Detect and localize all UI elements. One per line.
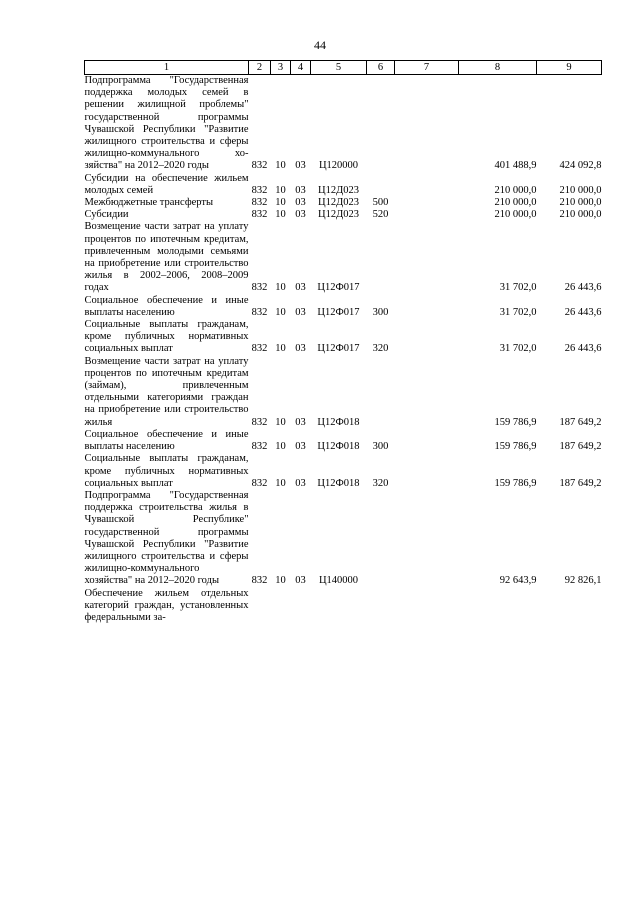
row-section: 10: [275, 343, 286, 355]
row-target-article: Ц12Ф018: [317, 477, 360, 489]
header-col-2: 2: [249, 61, 271, 75]
row-value-col8: 210 000,0: [494, 197, 537, 209]
row-subsection: 03: [295, 197, 306, 209]
row-value-col9: 210 000,0: [559, 197, 602, 209]
header-col-9: 9: [537, 61, 602, 75]
row-grbs: 832: [251, 184, 268, 196]
row-target-article: Ц12Ф017: [317, 306, 360, 318]
row-subsection: 03: [295, 209, 306, 221]
row-value-col8: 31 702,0: [499, 282, 537, 294]
row-section: 10: [275, 306, 286, 318]
row-value-col9: 187 649,2: [559, 416, 602, 428]
row-subsection: 03: [295, 160, 306, 172]
row-expense-type: 320: [372, 343, 389, 355]
row-subsection: 03: [295, 575, 306, 587]
row-col7: [395, 490, 459, 588]
row-expense-type: [367, 356, 395, 429]
row-section: 10: [275, 209, 286, 221]
row-grbs: 832: [251, 477, 268, 489]
row-value-col8: 31 702,0: [499, 343, 537, 355]
row-grbs: 832: [251, 209, 268, 221]
row-value-col9: 210 000,0: [559, 209, 602, 221]
row-col7: [395, 75, 459, 173]
header-col-5: 5: [311, 61, 367, 75]
row-section: 10: [275, 575, 286, 587]
row-value-col9: 424 092,8: [559, 160, 602, 172]
row-subsection: 03: [295, 343, 306, 355]
row-subsection: 03: [295, 441, 306, 453]
row-subsection: 03: [295, 306, 306, 318]
row-expense-type: [367, 75, 395, 173]
page-number: 44: [314, 38, 326, 52]
row-grbs: [249, 588, 271, 625]
row-expense-type: 520: [372, 209, 389, 221]
row-col7: [395, 588, 459, 625]
header-col-6: 6: [367, 61, 395, 75]
row-name: Межбюджетные трансферты: [84, 197, 214, 209]
row-value-col8: 401 488,9: [494, 160, 537, 172]
row-name: Обеспечение жильем отдельных категорий граждан, установленных федеральными за-: [84, 587, 249, 623]
table-row: [85, 453, 602, 490]
row-section: 10: [275, 477, 286, 489]
row-expense-type: 300: [372, 441, 389, 453]
row-name: Возмещение части затрат на уплату процентов по ипотечным кредитам, привлеченным молодыми семьями на приобретение или строительство жилья в 2002–2006, 2008–2009 годах: [84, 221, 249, 294]
row-expense-type: 320: [372, 477, 389, 489]
row-col7: [395, 429, 459, 453]
table-row: [85, 173, 602, 197]
row-value-col9: 210 000,0: [559, 184, 602, 196]
row-expense-type: [367, 588, 395, 625]
row-expense-type: [367, 173, 395, 197]
row-value-col8: 31 702,0: [499, 306, 537, 318]
row-section: 10: [275, 416, 286, 428]
row-col7: [395, 221, 459, 294]
row-target-article: [311, 588, 367, 625]
row-col7: [395, 319, 459, 356]
row-subsection: 03: [295, 416, 306, 428]
row-name: Возмещение части затрат на уплату процентов по ипотечным кредитам (займам), привлеченным отдельными категориями граждан на приобретение или строительство жилья: [84, 355, 249, 428]
row-value-col8: 210 000,0: [494, 184, 537, 196]
table-row: [85, 588, 602, 625]
row-section: [271, 588, 291, 625]
row-value-col9: 26 443,6: [564, 282, 602, 294]
budget-table: [84, 60, 602, 624]
row-col7: [395, 197, 459, 209]
row-col7: [395, 295, 459, 319]
header-col-8: 8: [459, 61, 537, 75]
row-target-article: Ц140000: [318, 575, 359, 587]
table-row: [85, 490, 602, 588]
row-col7: [395, 356, 459, 429]
table-row: [85, 295, 602, 319]
row-target-article: Ц12Ф018: [317, 441, 360, 453]
row-subsection: 03: [295, 184, 306, 196]
row-expense-type: 300: [372, 306, 389, 318]
row-expense-type: [367, 490, 395, 588]
row-grbs: 832: [251, 441, 268, 453]
row-name: Подпрограмма "Государственная поддержка молодых семей в решении жилищной проблемы" государственной программы Чувашской Республики "Развитие жилищного строительства и сферы жилищно-коммунального хозяйства" на 2012–2020 годы: [84, 75, 249, 172]
table-header: [85, 61, 602, 75]
row-target-article: Ц12Ф017: [317, 343, 360, 355]
row-grbs: 832: [251, 197, 268, 209]
row-name: Субсидии: [84, 209, 129, 221]
header-col-1: 1: [85, 61, 249, 75]
row-col7: [395, 173, 459, 197]
header-col-4: 4: [291, 61, 311, 75]
row-col7: [395, 453, 459, 490]
row-name: Социальные выплаты гражданам, кроме публичных нормативных социальных выплат: [84, 453, 249, 489]
row-value-col9: 92 826,1: [564, 575, 602, 587]
row-expense-type: 500: [372, 197, 389, 209]
row-value-col9: [537, 588, 602, 625]
row-name: Социальные выплаты гражданам, кроме публичных нормативных социальных выплат: [84, 319, 249, 355]
row-target-article: Ц12Ф017: [317, 282, 360, 294]
row-grbs: 832: [251, 343, 268, 355]
row-name: Социальное обеспечение и иные выплаты населению: [84, 428, 249, 453]
table-row: [85, 197, 602, 209]
row-target-article: Ц12Д023: [318, 184, 359, 196]
row-grbs: 832: [251, 416, 268, 428]
row-target-article: Ц120000: [318, 160, 359, 172]
row-subsection: [291, 588, 311, 625]
header-col-3: 3: [271, 61, 291, 75]
row-value-col8: [459, 588, 537, 625]
row-target-article: Ц12Д023: [318, 197, 359, 209]
row-value-col9: 187 649,2: [559, 477, 602, 489]
row-value-col9: 26 443,6: [564, 306, 602, 318]
row-name: Субсидии на обеспечение жильем молодых семей: [84, 172, 249, 196]
row-section: 10: [275, 441, 286, 453]
row-name: Подпрограмма "Государственная поддержка строительства жилья в Чувашской Республике" государственной программы Чувашской Республики "Развитие жилищного строительства и сферы жилищно-коммунального хозяйства" на 2012–2020 годы: [84, 489, 249, 587]
row-target-article: Ц12Д023: [318, 209, 359, 221]
header-row: [85, 61, 602, 75]
row-grbs: 832: [251, 575, 268, 587]
table-row: [85, 319, 602, 356]
table-row: [85, 429, 602, 453]
row-value-col8: 159 786,9: [494, 416, 537, 428]
row-grbs: 832: [251, 160, 268, 172]
row-value-col9: 26 443,6: [564, 343, 602, 355]
row-value-col8: 210 000,0: [494, 209, 537, 221]
row-section: 10: [275, 184, 286, 196]
row-value-col8: 92 643,9: [499, 575, 537, 587]
row-subsection: 03: [295, 477, 306, 489]
table-body: [85, 75, 602, 625]
row-section: 10: [275, 197, 286, 209]
row-value-col8: 159 786,9: [494, 441, 537, 453]
table-row: [85, 356, 602, 429]
row-value-col9: 187 649,2: [559, 441, 602, 453]
row-grbs: 832: [251, 282, 268, 294]
table-row: [85, 209, 602, 221]
table-row: [85, 75, 602, 173]
row-section: 10: [275, 160, 286, 172]
row-col7: [395, 209, 459, 221]
row-grbs: 832: [251, 306, 268, 318]
row-name: Социальное обеспечение и иные выплаты населению: [84, 294, 249, 318]
header-col-7: 7: [395, 61, 459, 75]
table-row: [85, 221, 602, 294]
row-value-col8: 159 786,9: [494, 477, 537, 489]
row-target-article: Ц12Ф018: [317, 416, 360, 428]
row-subsection: 03: [295, 282, 306, 294]
row-section: 10: [275, 282, 286, 294]
row-expense-type: [367, 221, 395, 294]
